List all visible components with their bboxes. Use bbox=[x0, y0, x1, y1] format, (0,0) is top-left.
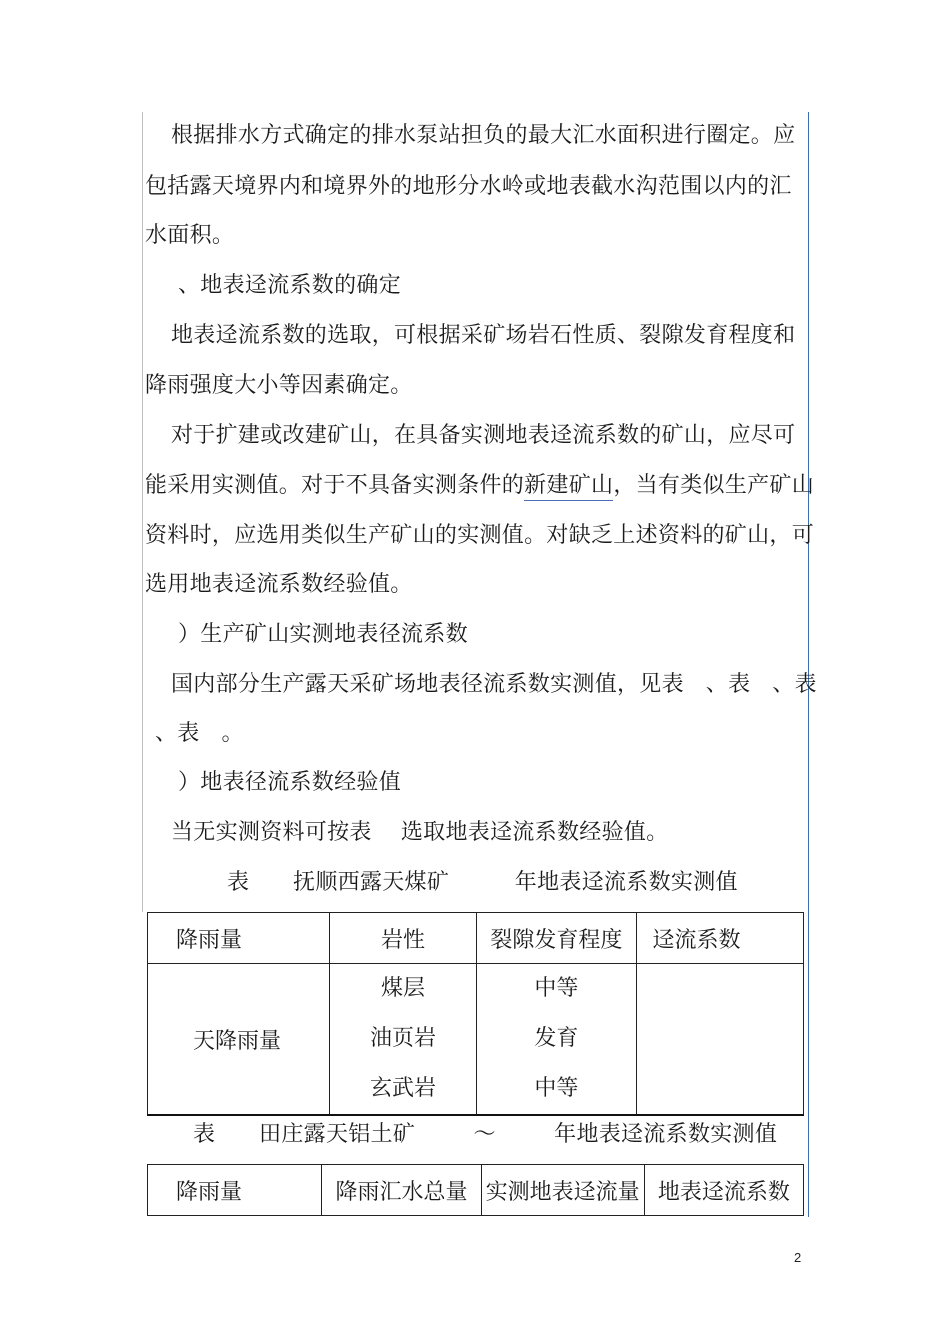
left-margin-rule bbox=[142, 112, 143, 912]
paragraph-line: 地表迳流系数的选取，可根据采矿场岩石性质、裂隙发育程度和 bbox=[171, 323, 796, 348]
page-number: 2 bbox=[794, 1250, 802, 1265]
table-header-row bbox=[148, 913, 804, 964]
table-header-cell: 地表迳流系数 bbox=[644, 1165, 803, 1216]
runoff-table-tianzhuang bbox=[147, 1164, 804, 1216]
table-cell-fracture: 中等 发育 中等 bbox=[477, 964, 636, 1116]
paragraph-line: 根据排水方式确定的排水泵站担负的最大汇水面积进行圈定。应 bbox=[171, 123, 796, 148]
paragraph-line: 水面积。 bbox=[145, 223, 235, 248]
table-caption: 表 田庄露天铝土矿 ～ 年地表迳流系数实测值 bbox=[193, 1122, 778, 1147]
paragraph-line: 对于扩建或改建矿山，在具备实测地表迳流系数的矿山，应尽可 bbox=[171, 423, 796, 448]
runoff-table-fushun bbox=[147, 912, 804, 1116]
table-header-cell: 裂隙发育程度 bbox=[477, 913, 636, 964]
table-cell-rain: 天降雨量 bbox=[148, 964, 330, 1116]
table-row bbox=[148, 964, 804, 1116]
section-heading: ）生产矿山实测地表径流系数 bbox=[178, 622, 468, 647]
table-header-cell: 降雨量 bbox=[148, 913, 330, 964]
table-caption: 表 抚顺西露天煤矿 年地表迳流系数实测值 bbox=[227, 870, 738, 895]
paragraph-line: 、表 。 bbox=[155, 721, 244, 746]
right-margin-rule bbox=[808, 112, 809, 1217]
paragraph-line: 包括露天境界内和境界外的地形分水岭或地表截水沟范围以内的汇 bbox=[145, 174, 792, 199]
paragraph-line: 国内部分生产露天采矿场地表径流系数实测值，见表 、表 、表 bbox=[171, 672, 817, 697]
paragraph-line: 降雨强度大小等因素确定。 bbox=[145, 373, 413, 398]
table-header-cell: 迳流系数 bbox=[636, 913, 803, 964]
paragraph-line: 选用地表迳流系数经验值。 bbox=[145, 572, 413, 597]
table-header-row bbox=[148, 1165, 804, 1216]
table-header-cell: 降雨汇水总量 bbox=[322, 1165, 481, 1216]
table-header-cell: 降雨量 bbox=[148, 1165, 322, 1216]
section-heading: 、地表迳流系数的确定 bbox=[178, 273, 402, 298]
paragraph-text: 能采用实测值。对于不具备实测条件的 bbox=[145, 473, 525, 498]
table-header-cell: 岩性 bbox=[329, 913, 477, 964]
paragraph-text: ，当有类似生产矿山 bbox=[613, 473, 815, 498]
paragraph-line: 当无实测资料可按表 选取地表迳流系数经验值。 bbox=[171, 820, 669, 845]
paragraph-line bbox=[145, 473, 814, 499]
paragraph-line: 资料时，应选用类似生产矿山的实测值。对缺乏上述资料的矿山，可 bbox=[145, 523, 815, 548]
hyperlink-new-mine[interactable]: 新建矿山 bbox=[524, 473, 613, 501]
table-cell-coefficient bbox=[636, 964, 803, 1116]
table-cell-rock: 煤层 油页岩 玄武岩 bbox=[329, 964, 477, 1116]
section-heading: ）地表径流系数经验值 bbox=[178, 770, 402, 795]
table-header-cell: 实测地表迳流量 bbox=[481, 1165, 644, 1216]
